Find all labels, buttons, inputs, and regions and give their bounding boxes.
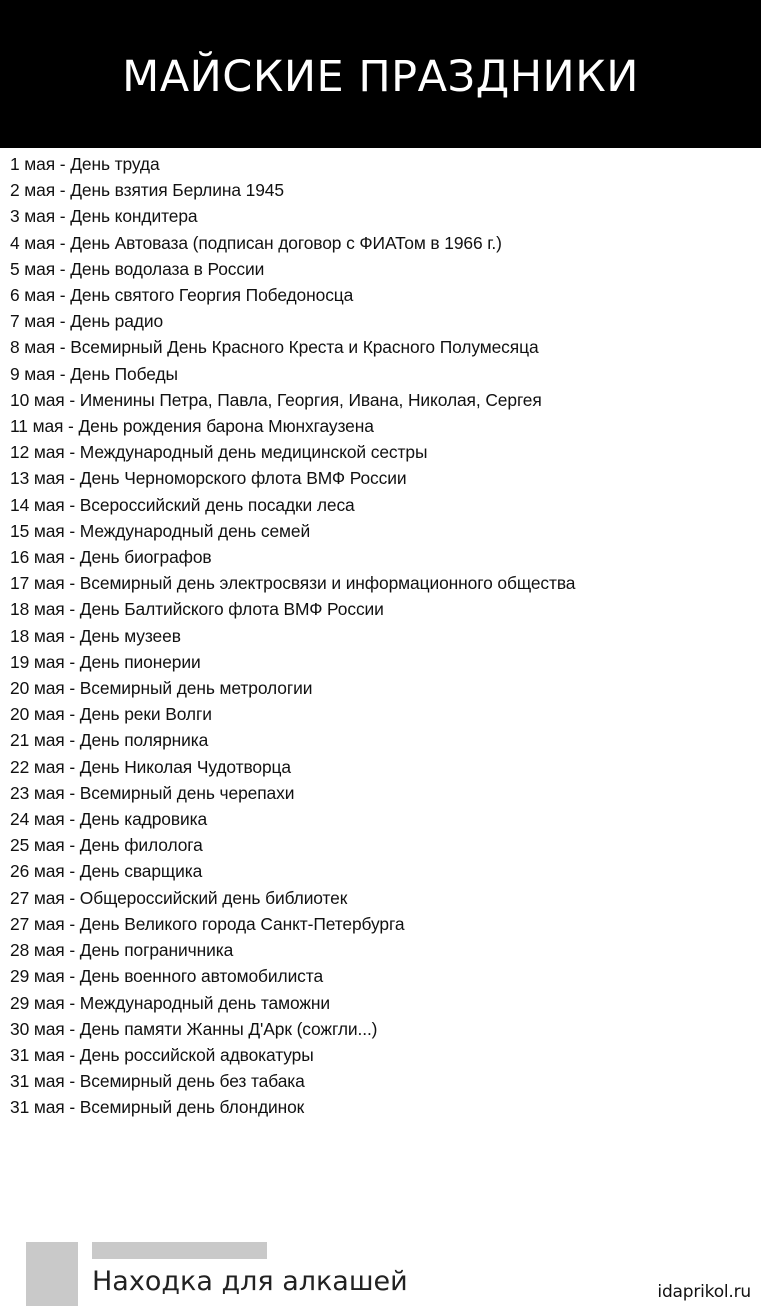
list-item: 18 мая - День музеев: [10, 625, 181, 646]
list-item: 6 мая - День святого Георгия Победоносца: [10, 285, 354, 306]
list-item: 27 мая - Общероссийский день библиотек: [10, 887, 348, 908]
list-item: 11 мая - День рождения барона Мюнхгаузена: [10, 416, 374, 437]
list-item: 20 мая - День реки Волги: [10, 704, 212, 725]
list-item: 3 мая - День кондитера: [10, 206, 198, 227]
post-footer: [0, 1232, 761, 1313]
list-item: 18 мая - День Балтийского флота ВМФ России: [10, 599, 384, 620]
list-item: 4 мая - День Автоваза (подписан договор с ФИАТом в 1966 г.): [10, 232, 502, 253]
list-item: 15 мая - Международный день семей: [10, 520, 311, 541]
list-item: 20 мая - Всемирный день метрологии: [10, 678, 313, 699]
group-name[interactable]: Находка для алкашей: [92, 1266, 408, 1297]
list-item: 31 мая - Всемирный день блондинок: [10, 1097, 305, 1118]
list-item: 7 мая - День радио: [10, 311, 164, 332]
holiday-list: [10, 151, 755, 1121]
list-item: 21 мая - День полярника: [10, 730, 209, 751]
list-item: 30 мая - День памяти Жанны Д'Арк (сожгли...): [10, 1018, 378, 1039]
list-item: 29 мая - Международный день таможни: [10, 992, 330, 1013]
list-item: 10 мая - Именины Петра, Павла, Георгия, Ивана, Николая, Сергея: [10, 389, 542, 410]
list-item: 24 мая - День кадровика: [10, 809, 208, 830]
list-item: 9 мая - День Победы: [10, 363, 178, 384]
list-item: 23 мая - Всемирный день черепахи: [10, 782, 295, 803]
list-item: 25 мая - День филолога: [10, 835, 203, 856]
list-item: 13 мая - День Черноморского флота ВМФ России: [10, 468, 407, 489]
list-item: 29 мая - День военного автомобилиста: [10, 966, 324, 987]
avatar[interactable]: [26, 1242, 78, 1306]
list-item: 22 мая - День Николая Чудотворца: [10, 756, 291, 777]
list-item: 1 мая - День труда: [10, 154, 160, 174]
page-title: МАЙСКИЕ ПРАЗДНИКИ: [122, 52, 639, 102]
list-item: 28 мая - День пограничника: [10, 940, 234, 961]
list-item: 31 мая - День российской адвокатуры: [10, 1044, 314, 1065]
list-item: 2 мая - День взятия Берлина 1945: [10, 180, 284, 201]
list-item: 19 мая - День пионерии: [10, 651, 201, 672]
list-item: 27 мая - День Великого города Санкт-Петербурга: [10, 913, 405, 934]
list-item: 8 мая - Всемирный День Красного Креста и Красного Полумесяца: [10, 337, 539, 358]
list-item: 12 мая - Международный день медицинской сестры: [10, 442, 428, 463]
title-banner: [0, 0, 761, 148]
list-item: 5 мая - День водолаза в России: [10, 258, 265, 279]
redacted-name-bar: [92, 1242, 267, 1259]
watermark: idaprikol.ru: [657, 1282, 751, 1302]
list-item: 17 мая - Всемирный день электросвязи и информационного общества: [10, 573, 576, 594]
list-item: 16 мая - День биографов: [10, 547, 212, 568]
list-item: 31 мая - Всемирный день без табака: [10, 1071, 305, 1092]
list-item: 14 мая - Всероссийский день посадки леса: [10, 494, 355, 515]
list-item: 26 мая - День сварщика: [10, 861, 203, 882]
